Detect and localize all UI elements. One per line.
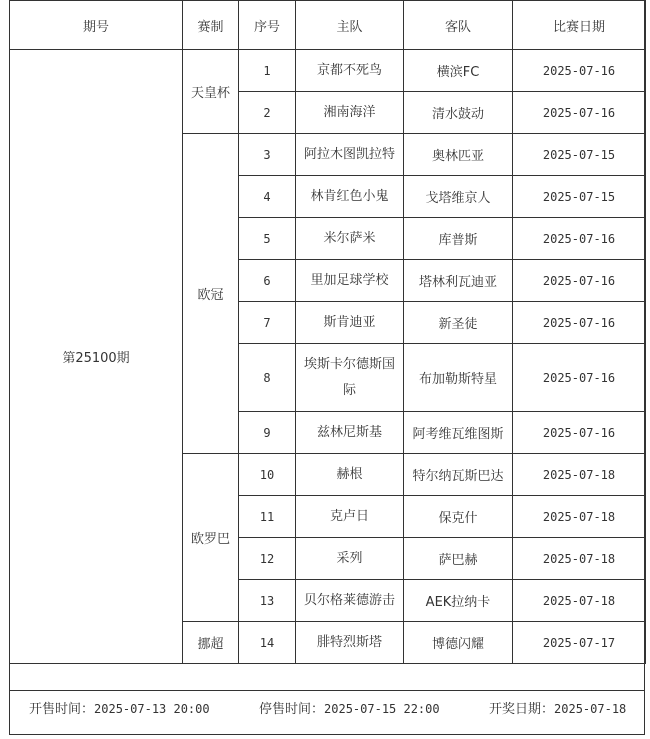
date-cell: 2025-07-18 bbox=[513, 454, 646, 496]
away-cell: 奥林匹亚 bbox=[404, 134, 513, 176]
league-cell: 欧冠 bbox=[183, 134, 239, 454]
sale-info-footer bbox=[9, 691, 645, 721]
seq-cell: 9 bbox=[239, 412, 296, 454]
table-header-row bbox=[10, 1, 646, 50]
table-body bbox=[10, 50, 646, 664]
away-cell: 阿考维瓦维图斯 bbox=[404, 412, 513, 454]
date-cell: 2025-07-16 bbox=[513, 344, 646, 412]
away-cell: 博德闪耀 bbox=[404, 622, 513, 664]
open-time-value: 2025-07-13 20:00 bbox=[94, 702, 210, 716]
away-cell: 戈塔维京人 bbox=[404, 176, 513, 218]
date-cell: 2025-07-18 bbox=[513, 538, 646, 580]
home-cell: 阿拉木图凯拉特 bbox=[296, 134, 404, 176]
away-cell: 清水鼓动 bbox=[404, 92, 513, 134]
seq-cell: 2 bbox=[239, 92, 296, 134]
date-cell: 2025-07-18 bbox=[513, 580, 646, 622]
home-cell: 贝尔格莱德游击 bbox=[296, 580, 404, 622]
seq-cell: 4 bbox=[239, 176, 296, 218]
date-cell: 2025-07-18 bbox=[513, 496, 646, 538]
seq-cell: 3 bbox=[239, 134, 296, 176]
seq-cell: 7 bbox=[239, 302, 296, 344]
seq-cell: 12 bbox=[239, 538, 296, 580]
draw-date-value: 2025-07-18 bbox=[554, 702, 627, 716]
away-cell: 新圣徒 bbox=[404, 302, 513, 344]
period-cell: 第25100期 bbox=[10, 50, 183, 664]
home-name: 埃斯卡尔德斯国际 bbox=[303, 356, 395, 398]
away-cell: 保克什 bbox=[404, 496, 513, 538]
draw-date-label: 开奖日期： bbox=[489, 702, 555, 717]
draw-date bbox=[489, 698, 626, 717]
home-cell: 兹林尼斯基 bbox=[296, 412, 404, 454]
league-cell: 欧罗巴 bbox=[183, 454, 239, 622]
seq-cell: 14 bbox=[239, 622, 296, 664]
close-time-value: 2025-07-15 22:00 bbox=[324, 702, 440, 716]
away-cell: 塔林利瓦迪亚 bbox=[404, 260, 513, 302]
home-cell: 京都不死鸟 bbox=[296, 50, 404, 92]
away-cell: 特尔纳瓦斯巴达 bbox=[404, 454, 513, 496]
home-cell: 里加足球学校 bbox=[296, 260, 404, 302]
header-period: 期号 bbox=[10, 1, 183, 50]
home-cell: 采列 bbox=[296, 538, 404, 580]
home-cell: 赫根 bbox=[296, 454, 404, 496]
home-cell: 湘南海洋 bbox=[296, 92, 404, 134]
home-cell bbox=[296, 344, 404, 412]
seq-cell: 1 bbox=[239, 50, 296, 92]
header-league: 赛制 bbox=[183, 1, 239, 50]
match-schedule-table bbox=[9, 0, 646, 664]
home-cell: 腓特烈斯塔 bbox=[296, 622, 404, 664]
home-cell: 斯肯迪亚 bbox=[296, 302, 404, 344]
away-cell: 横滨FC bbox=[404, 50, 513, 92]
date-cell: 2025-07-16 bbox=[513, 50, 646, 92]
date-cell: 2025-07-16 bbox=[513, 218, 646, 260]
away-cell: 库普斯 bbox=[404, 218, 513, 260]
seq-cell: 13 bbox=[239, 580, 296, 622]
date-cell: 2025-07-17 bbox=[513, 622, 646, 664]
header-date: 比赛日期 bbox=[513, 1, 646, 50]
open-time-label: 开售时间： bbox=[29, 702, 95, 717]
home-cell: 米尔萨米 bbox=[296, 218, 404, 260]
home-cell: 克卢日 bbox=[296, 496, 404, 538]
seq-cell: 11 bbox=[239, 496, 296, 538]
seq-cell: 6 bbox=[239, 260, 296, 302]
date-cell: 2025-07-15 bbox=[513, 176, 646, 218]
away-cell: 布加勒斯特星 bbox=[404, 344, 513, 412]
seq-cell: 10 bbox=[239, 454, 296, 496]
date-cell: 2025-07-16 bbox=[513, 92, 646, 134]
table-row bbox=[10, 50, 646, 92]
close-time-label: 停售时间： bbox=[259, 702, 325, 717]
header-seq: 序号 bbox=[239, 1, 296, 50]
date-cell: 2025-07-16 bbox=[513, 302, 646, 344]
seq-cell: 8 bbox=[239, 344, 296, 412]
date-cell: 2025-07-16 bbox=[513, 260, 646, 302]
away-cell: 萨巴赫 bbox=[404, 538, 513, 580]
blank-row bbox=[9, 663, 645, 691]
seq-cell: 5 bbox=[239, 218, 296, 260]
away-cell: AEK拉纳卡 bbox=[404, 580, 513, 622]
date-cell: 2025-07-15 bbox=[513, 134, 646, 176]
close-time bbox=[259, 698, 440, 717]
league-cell: 天皇杯 bbox=[183, 50, 239, 134]
header-home: 主队 bbox=[296, 1, 404, 50]
header-away: 客队 bbox=[404, 1, 513, 50]
home-cell: 林肯红色小鬼 bbox=[296, 176, 404, 218]
open-time bbox=[29, 698, 210, 717]
date-cell: 2025-07-16 bbox=[513, 412, 646, 454]
league-cell: 挪超 bbox=[183, 622, 239, 664]
